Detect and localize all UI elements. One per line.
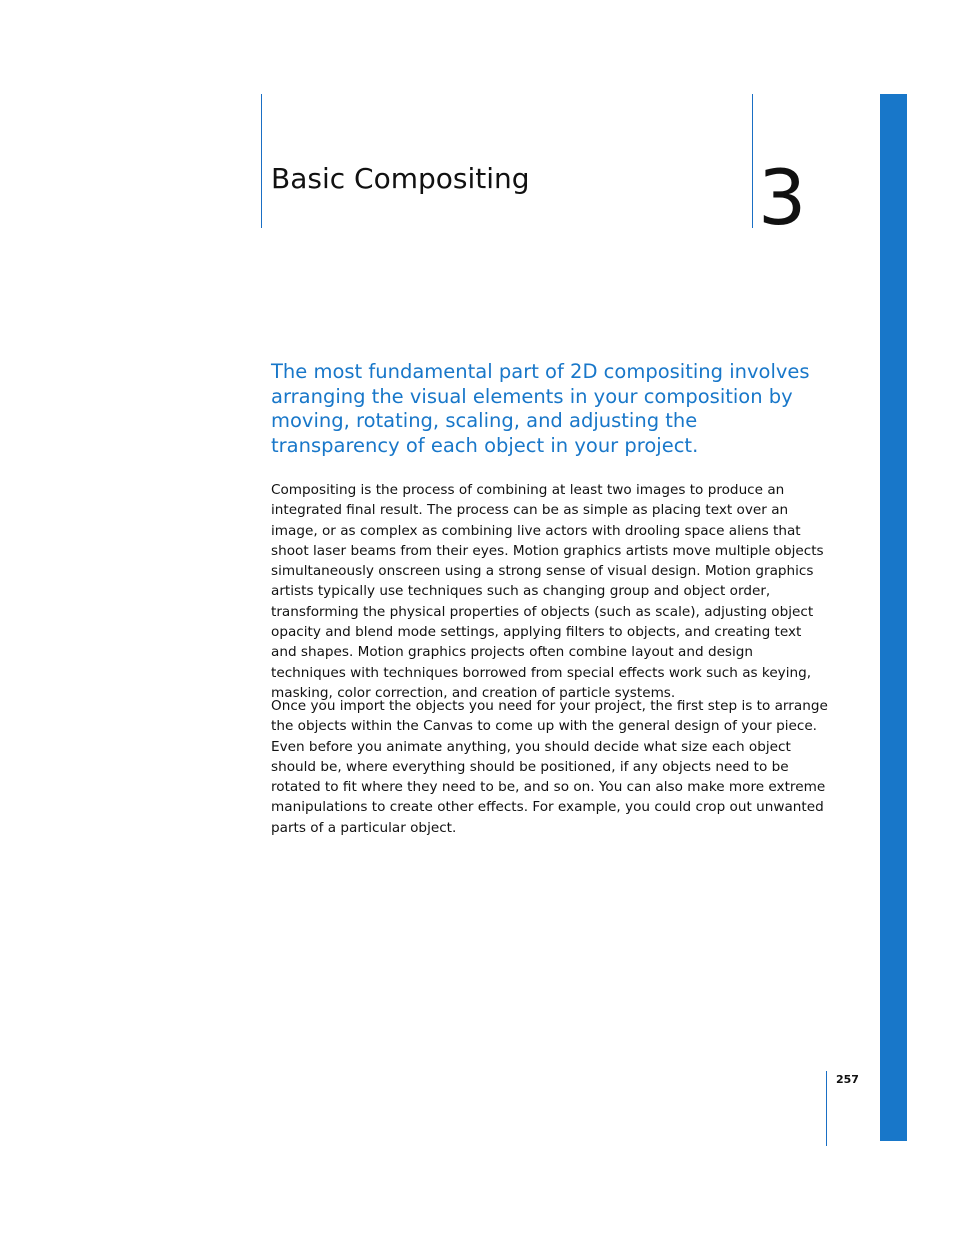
page-number: 257	[836, 1073, 859, 1086]
body-paragraph-1: Compositing is the process of combining at least two images to produce an integrated final result. The process can be as simple as placing text over an image, or as complex as combining live actors with drooling space aliens that shoot laser beams from their eyes. Motion graphics artists move multiple objects simultaneously onscreen using a strong sense of visual design. Motion graphics artists typically use techniques such as changing group and object order, transforming the physical properties of objects (such as scale), adjusting object opacity and blend mode settings, applying filters to objects, and creating text and shapes. Motion graphics projects often combine layout and design techniques with techniques borrowed from special effects work such as keying, masking, color correction, and creation of particle systems.	[271, 482, 824, 701]
chapter-number-rule	[752, 94, 753, 228]
intro-paragraph: The most fundamental part of 2D compositing involves arranging the visual elements in your composition by moving, rotating, scaling, and adjusting the transparency of each object in your project.	[271, 360, 810, 457]
chapter-title-rule	[261, 94, 262, 228]
chapter-side-tab	[880, 94, 907, 1141]
footer-rule	[826, 1071, 827, 1146]
chapter-number: 3	[758, 153, 807, 242]
chapter-title: Basic Compositing	[271, 162, 530, 195]
body-paragraph-2: Once you import the objects you need for your project, the first step is to arrange the objects within the Canvas to come up with the general design of your piece. Even before you animate anything, you should decide what size each object should be, where everything should be positioned, if any objects need to be rotated to fit where they need to be, and so on. You can also make more extreme manipulations to create other effects. For example, you could crop out unwanted parts of a particular object.	[271, 698, 828, 836]
